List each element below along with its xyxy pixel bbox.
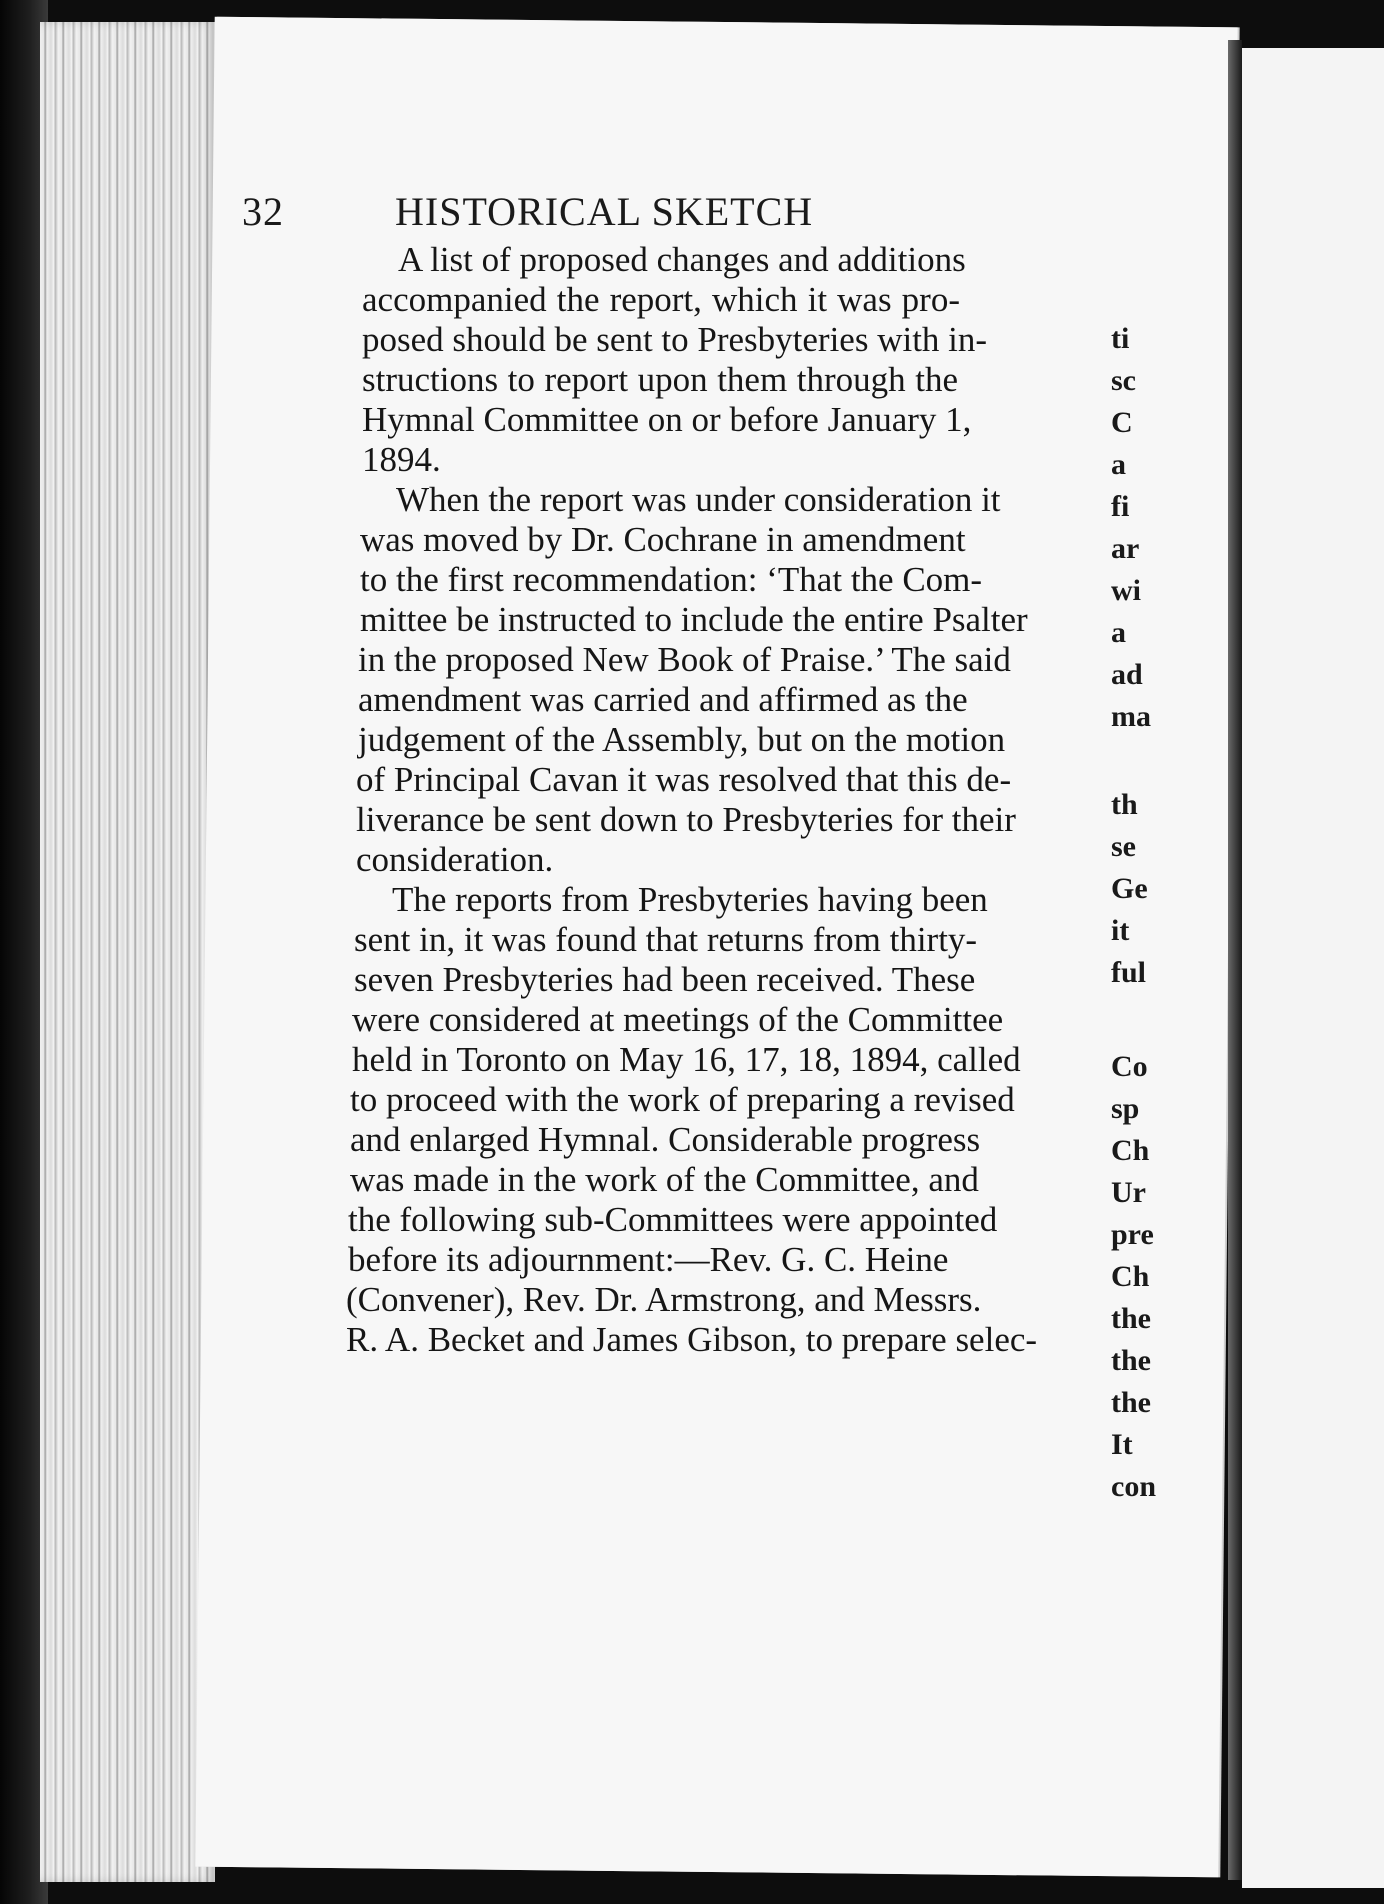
fragment-line: a (1111, 616, 1126, 649)
fragment-line: Ch (1111, 1260, 1150, 1293)
fragment-line: sc (1111, 364, 1136, 397)
fragment-line: the (1111, 1344, 1151, 1377)
text-line: was made in the work of the Committee, and (350, 1160, 979, 1199)
text-line: were considered at meetings of the Committee (352, 1000, 1004, 1039)
facing-page (1242, 48, 1384, 1888)
text-line: the following sub-Committees were appointed (348, 1200, 998, 1239)
fragment-line: Ge (1111, 872, 1148, 905)
fragment-line: It (1111, 1428, 1133, 1461)
text-line: structions to report upon them through the (362, 360, 958, 399)
fragment-line: the (1111, 1302, 1151, 1335)
text-line: in the proposed New Book of Praise.’ The said (358, 640, 1011, 679)
fragment-line: pre (1111, 1218, 1154, 1251)
fragment-line: fi (1111, 490, 1130, 523)
text-line: to the first recommendation: ‘That the Com- (360, 560, 983, 599)
text-line: sent in, it was found that returns from thirty- (354, 920, 978, 959)
fragment-line: Ch (1111, 1134, 1150, 1167)
text-line: When the report was under consideration it (396, 480, 1001, 519)
text-line: A list of proposed changes and additions (398, 240, 966, 279)
page-edge-stack (40, 22, 215, 1882)
text-line: amendment was carried and affirmed as the (358, 680, 968, 719)
fragment-line: Ur (1111, 1176, 1146, 1209)
text-line: 1894. (362, 440, 441, 479)
page-number: 32 (242, 189, 284, 234)
text-line: accompanied the report, which it was pro- (362, 280, 960, 319)
text-line: was moved by Dr. Cochrane in amendment (360, 520, 966, 559)
text-line: R. A. Becket and James Gibson, to prepare selec- (346, 1320, 1038, 1359)
text-line: consideration. (356, 840, 554, 879)
fragment-line: ad (1111, 658, 1143, 691)
fragment-line: sp (1111, 1092, 1140, 1125)
text-line: seven Presbyteries had been received. These (354, 960, 976, 999)
text-line: to proceed with the work of preparing a revised (350, 1080, 1015, 1119)
text-line: held in Toronto on May 16, 17, 18, 1894, called (352, 1040, 1021, 1079)
fragment-line: the (1111, 1386, 1151, 1419)
fragment-line: con (1111, 1470, 1156, 1503)
running-head (242, 188, 814, 248)
text-line: Hymnal Committee on or before January 1, (362, 400, 972, 439)
fragment-line: ful (1111, 956, 1147, 989)
text-line: before its adjournment:—Rev. G. C. Heine (348, 1240, 949, 1279)
text-line: and enlarged Hymnal. Considerable progress (350, 1120, 981, 1159)
text-line: posed should be sent to Presbyteries with in- (362, 320, 988, 359)
text-line: mittee be instructed to include the entire Psalter (360, 600, 1028, 639)
book-gutter (1228, 40, 1242, 1880)
fragment-line: ma (1111, 700, 1151, 733)
text-line: liverance be sent down to Presbyteries for their (356, 800, 1016, 839)
fragment-line: C (1111, 406, 1133, 439)
text-line: The reports from Presbyteries having been (392, 880, 988, 919)
fragment-line: a (1111, 448, 1126, 481)
fragment-line: ar (1111, 532, 1140, 565)
fragment-line: ti (1111, 322, 1130, 355)
text-line: of Principal Cavan it was resolved that this de- (356, 760, 1012, 799)
fragment-line: th (1111, 788, 1138, 821)
fragment-line: se (1111, 830, 1136, 863)
text-line: judgement of the Assembly, but on the motion (358, 720, 1006, 759)
fragment-line: wi (1111, 574, 1141, 607)
fragment-line: Co (1111, 1050, 1148, 1083)
running-title: HISTORICAL SKETCH (395, 189, 814, 234)
fragment-line: it (1111, 914, 1130, 947)
text-line: (Convener), Rev. Dr. Armstrong, and Messrs. (346, 1280, 982, 1319)
